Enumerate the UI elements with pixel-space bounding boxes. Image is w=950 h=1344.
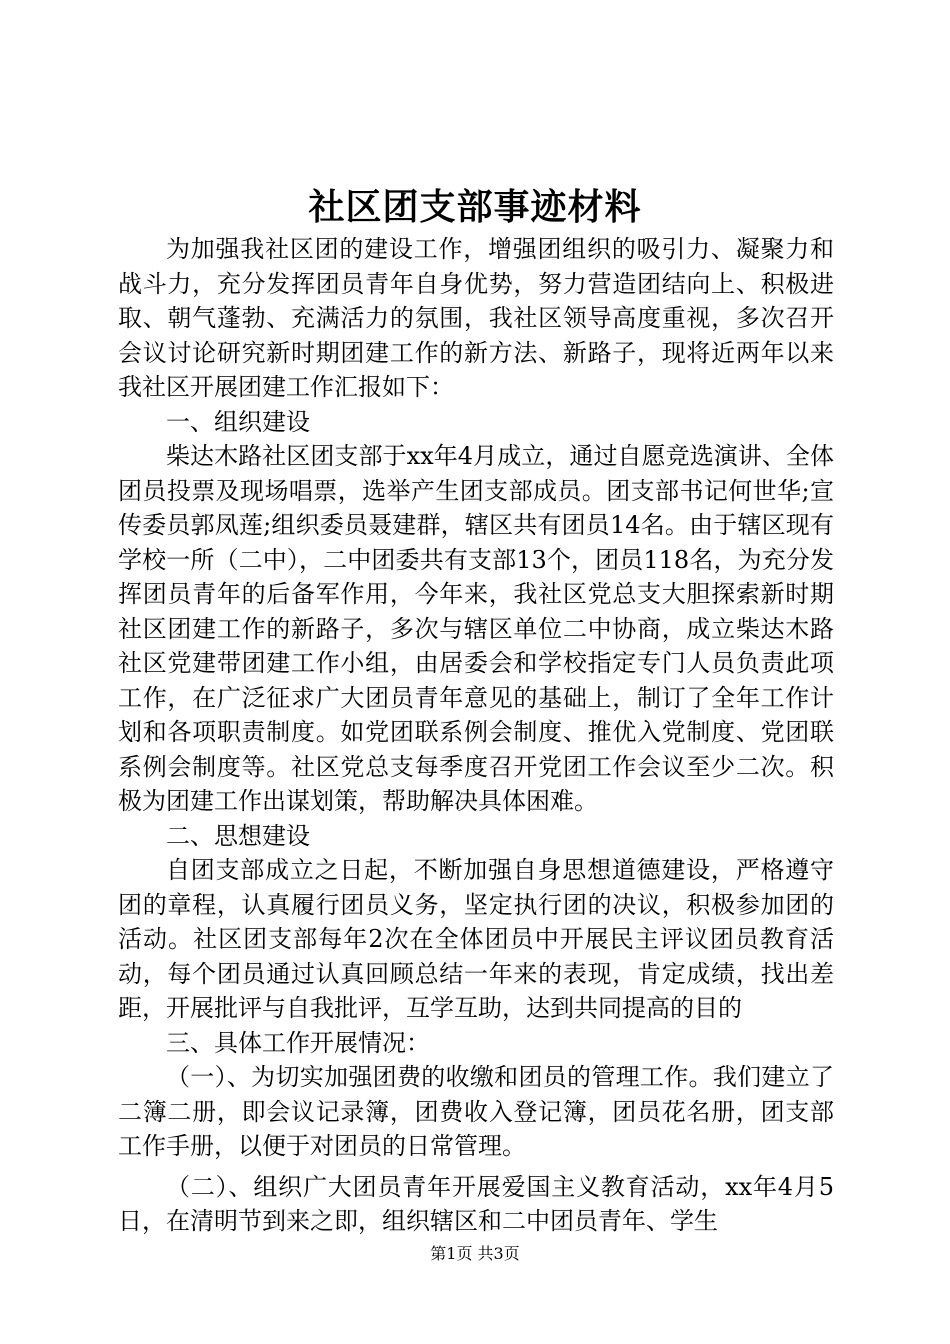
section-heading-organization: 一、组织建设 <box>166 407 310 436</box>
ideology-paragraph: 自团支部成立之日起，不断加强自身思想道德建设，严格遵守团的章程，认真履行团员义务，坚定执行团的决议，积极参加团的活动。社区团支部每年2次在全体团员中开展民主评议团员教育活动，每个团员通过认真回顾总结一年来的表现，肯定成绩，找出差距，开展批评与自我批评，互学互助，达到共同提高的目的 <box>118 856 834 1022</box>
section-heading-work: 三、具体工作开展情况： <box>166 1028 430 1057</box>
organization-paragraph: 柴达木路社区团支部于xx年4月成立，通过自愿竞选演讲、全体团员投票及现场唱票，选举产生团支部成员。团支部书记何世华;宣传委员郭凤莲;组织委员聂建群，辖区共有团员14名。由于辖区现有学校一所（二中），二中团委共有支部13个，团员118名，为充分发挥团员青年的后备军作用，今年来，我社区党总支大胆探索新时期社区团建工作的新路子，多次与辖区单位二中协商，成立柴达木路社区党建带团建工作小组，由居委会和学校指定专门人员负责此项工作，在广泛征求广大团员青年意见的基础上，制订了全年工作计划和各项职责制度。如党团联系例会制度、推优入党制度、党团联系例会制度等。社区党总支每季度召开党团工作会议至少二次。积极为团建工作出谋划策，帮助解决具体困难。 <box>118 442 834 815</box>
section-heading-ideology: 二、思想建设 <box>166 821 310 850</box>
document-title: 社区团支部事迹材料 <box>308 186 642 228</box>
intro-paragraph: 为加强我社区团的建设工作，增强团组织的吸引力、凝聚力和战斗力，充分发挥团员青年自身优势，努力营造团结向上、积极进取、朝气蓬勃、充满活力的氛围，我社区领导高度重视，多次召开会议讨论研究新时期团建工作的新方法、新路子，现将近两年以来我社区开展团建工作汇报如下： <box>118 235 834 401</box>
page-footer: 第1页 共3页 <box>430 1244 520 1263</box>
work-item-1-paragraph: （一）、为切实加强团费的收缴和团员的管理工作。我们建立了二簿二册，即会议记录簿，团费收入登记簿，团员花名册，团支部工作手册，以便于对团员的日常管理。 <box>118 1063 834 1160</box>
work-item-2-paragraph: （二）、组织广大团员青年开展爱国主义教育活动，xx年4月5日，在清明节到来之即，组织辖区和二中团员青年、学生 <box>118 1172 834 1235</box>
document-body <box>118 232 834 1239</box>
